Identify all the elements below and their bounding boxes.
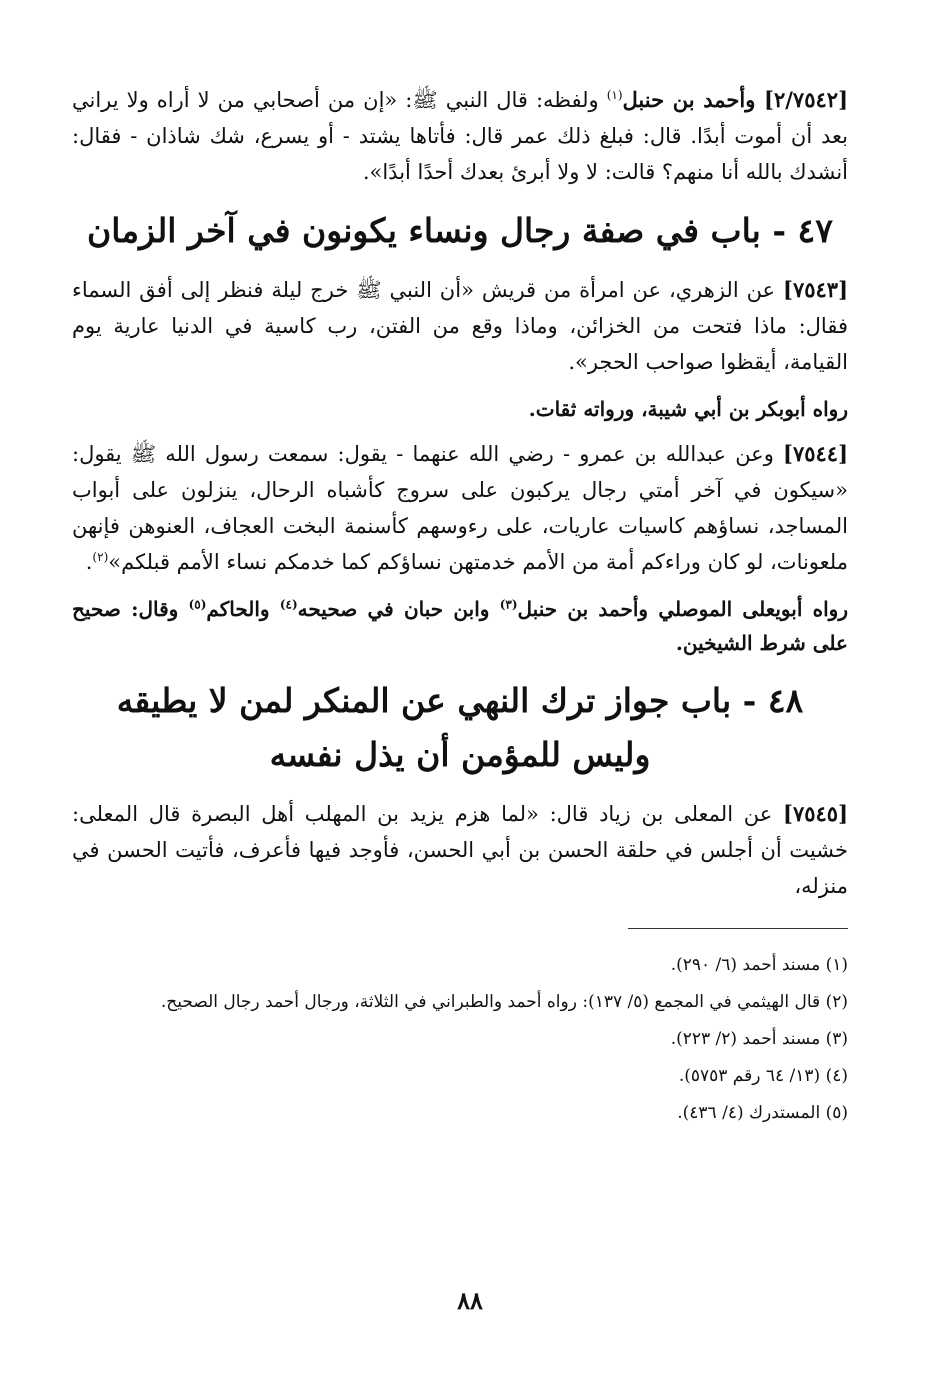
- hadith-ref: [٢/٧٥٤٢] وأحمد بن حنبل: [622, 87, 848, 112]
- footnote-marker: (١): [606, 88, 623, 102]
- hadith-ref: [٧٥٤٣]: [783, 277, 848, 302]
- hadith-text: عن المعلى بن زياد قال: «لما هزم يزيد بن المهلب أهل البصرة قال المعلى: خشيت أن أجلس في حلقة الحسن بن أبي الحسن، فأوجد فيها فأعرف، فأتيت الحسن في منزله،: [72, 802, 848, 898]
- footnote-marker: (٤): [279, 597, 298, 612]
- footnote-divider: [628, 928, 848, 929]
- footnote-1: (١) مسند أحمد (٦/ ٢٩٠).: [670, 955, 848, 975]
- page-body: [72, 82, 848, 1132]
- hadith-text: عن الزهري، عن امرأة من قريش «أن النبي ﷺ خرج ليلة فنظر إلى أفق السماء فقال: ماذا فتحت من الخزائن، وماذا وقع من الفتن، رب كاسية في الدنيا عارية يوم القيامة، أيقظوا صواحب الحجر».: [72, 278, 848, 374]
- hadith-7543: [72, 272, 848, 380]
- footnote-marker: (٥): [188, 597, 207, 612]
- footnote-2: (٢) قال الهيثمي في المجمع (٥/ ١٣٧): رواه أحمد والطبراني في الثلاثة، ورجال أحمد رجال الصحيح.: [160, 992, 848, 1012]
- chapter-heading-47: ٤٧ - باب في صفة رجال ونساء يكونون في آخر الزمان: [87, 211, 833, 250]
- note-text: رواه أبويعلى الموصلي وأحمد بن حنبل: [517, 597, 848, 621]
- footnote-3: (٣) مسند أحمد (٢/ ٢٢٣).: [670, 1029, 848, 1049]
- note-text: والحاكم: [206, 597, 280, 621]
- hadith-7545: [72, 796, 848, 904]
- heading-line: ٤٨ - باب جواز ترك النهي عن المنكر لمن لا يطيقه: [116, 681, 804, 720]
- hadith-ref: [٧٥٤٤]: [783, 441, 848, 466]
- hadith-ref: [٧٥٤٥]: [783, 801, 848, 826]
- hadith-7542-2: [72, 82, 848, 190]
- page-number: ٨٨: [457, 1286, 483, 1315]
- hadith-text: ولفظه: قال النبي ﷺ: «إن من أصحابي من لا أراه ولا يراني بعد أن أموت أبدًا. قال: فبلغ ذلك عمر قال: فأتاها يشتد - أو يسرع، شك شاذان - فقال: أنشدك بالله أنا منهم؟ قالت: لا ولا أبرئ بعدك أحدًا أبدًا».: [72, 88, 848, 184]
- hadith-text: وعن عبدالله بن عمرو - رضي الله عنهما - يقول: سمعت رسول الله ﷺ يقول: «سيكون في آخر أمتي رجال يركبون على سروج كأشباه الرحال، ينزلون على أبواب المساجد، نساؤهم كاسيات عاريات، على رءوسهم كأسنمة البخت العجاف، العنوهن فإنهن ملعونات، لو كان وراءكم أمة من الأمم خدمتهن نساؤكم كما خدمكم نساء الأمم قبلكم»: [72, 442, 848, 574]
- footnote-4: (٤) (١٣/ ٦٤ رقم ٥٧٥٣).: [678, 1066, 848, 1086]
- footnotes: [72, 947, 848, 1132]
- narration-note-sources: [72, 592, 848, 660]
- footnote-marker: (٢): [92, 550, 109, 564]
- heading-line: وليس للمؤمن أن يذل نفسه: [269, 735, 651, 774]
- narration-note: رواه أبوبكر بن أبي شيبة، ورواته ثقات.: [528, 397, 848, 421]
- hadith-tail: .: [85, 550, 93, 574]
- note-text: وقال: صحيح على شرط الشيخين.: [72, 597, 848, 655]
- hadith-7544: [72, 436, 848, 580]
- footnote-marker: (٣): [499, 597, 518, 612]
- footnote-5: (٥) المستدرك (٤/ ٤٣٦).: [677, 1103, 848, 1123]
- chapter-heading-48: [72, 674, 848, 782]
- note-text: وابن حبان في صحيحه: [297, 597, 500, 621]
